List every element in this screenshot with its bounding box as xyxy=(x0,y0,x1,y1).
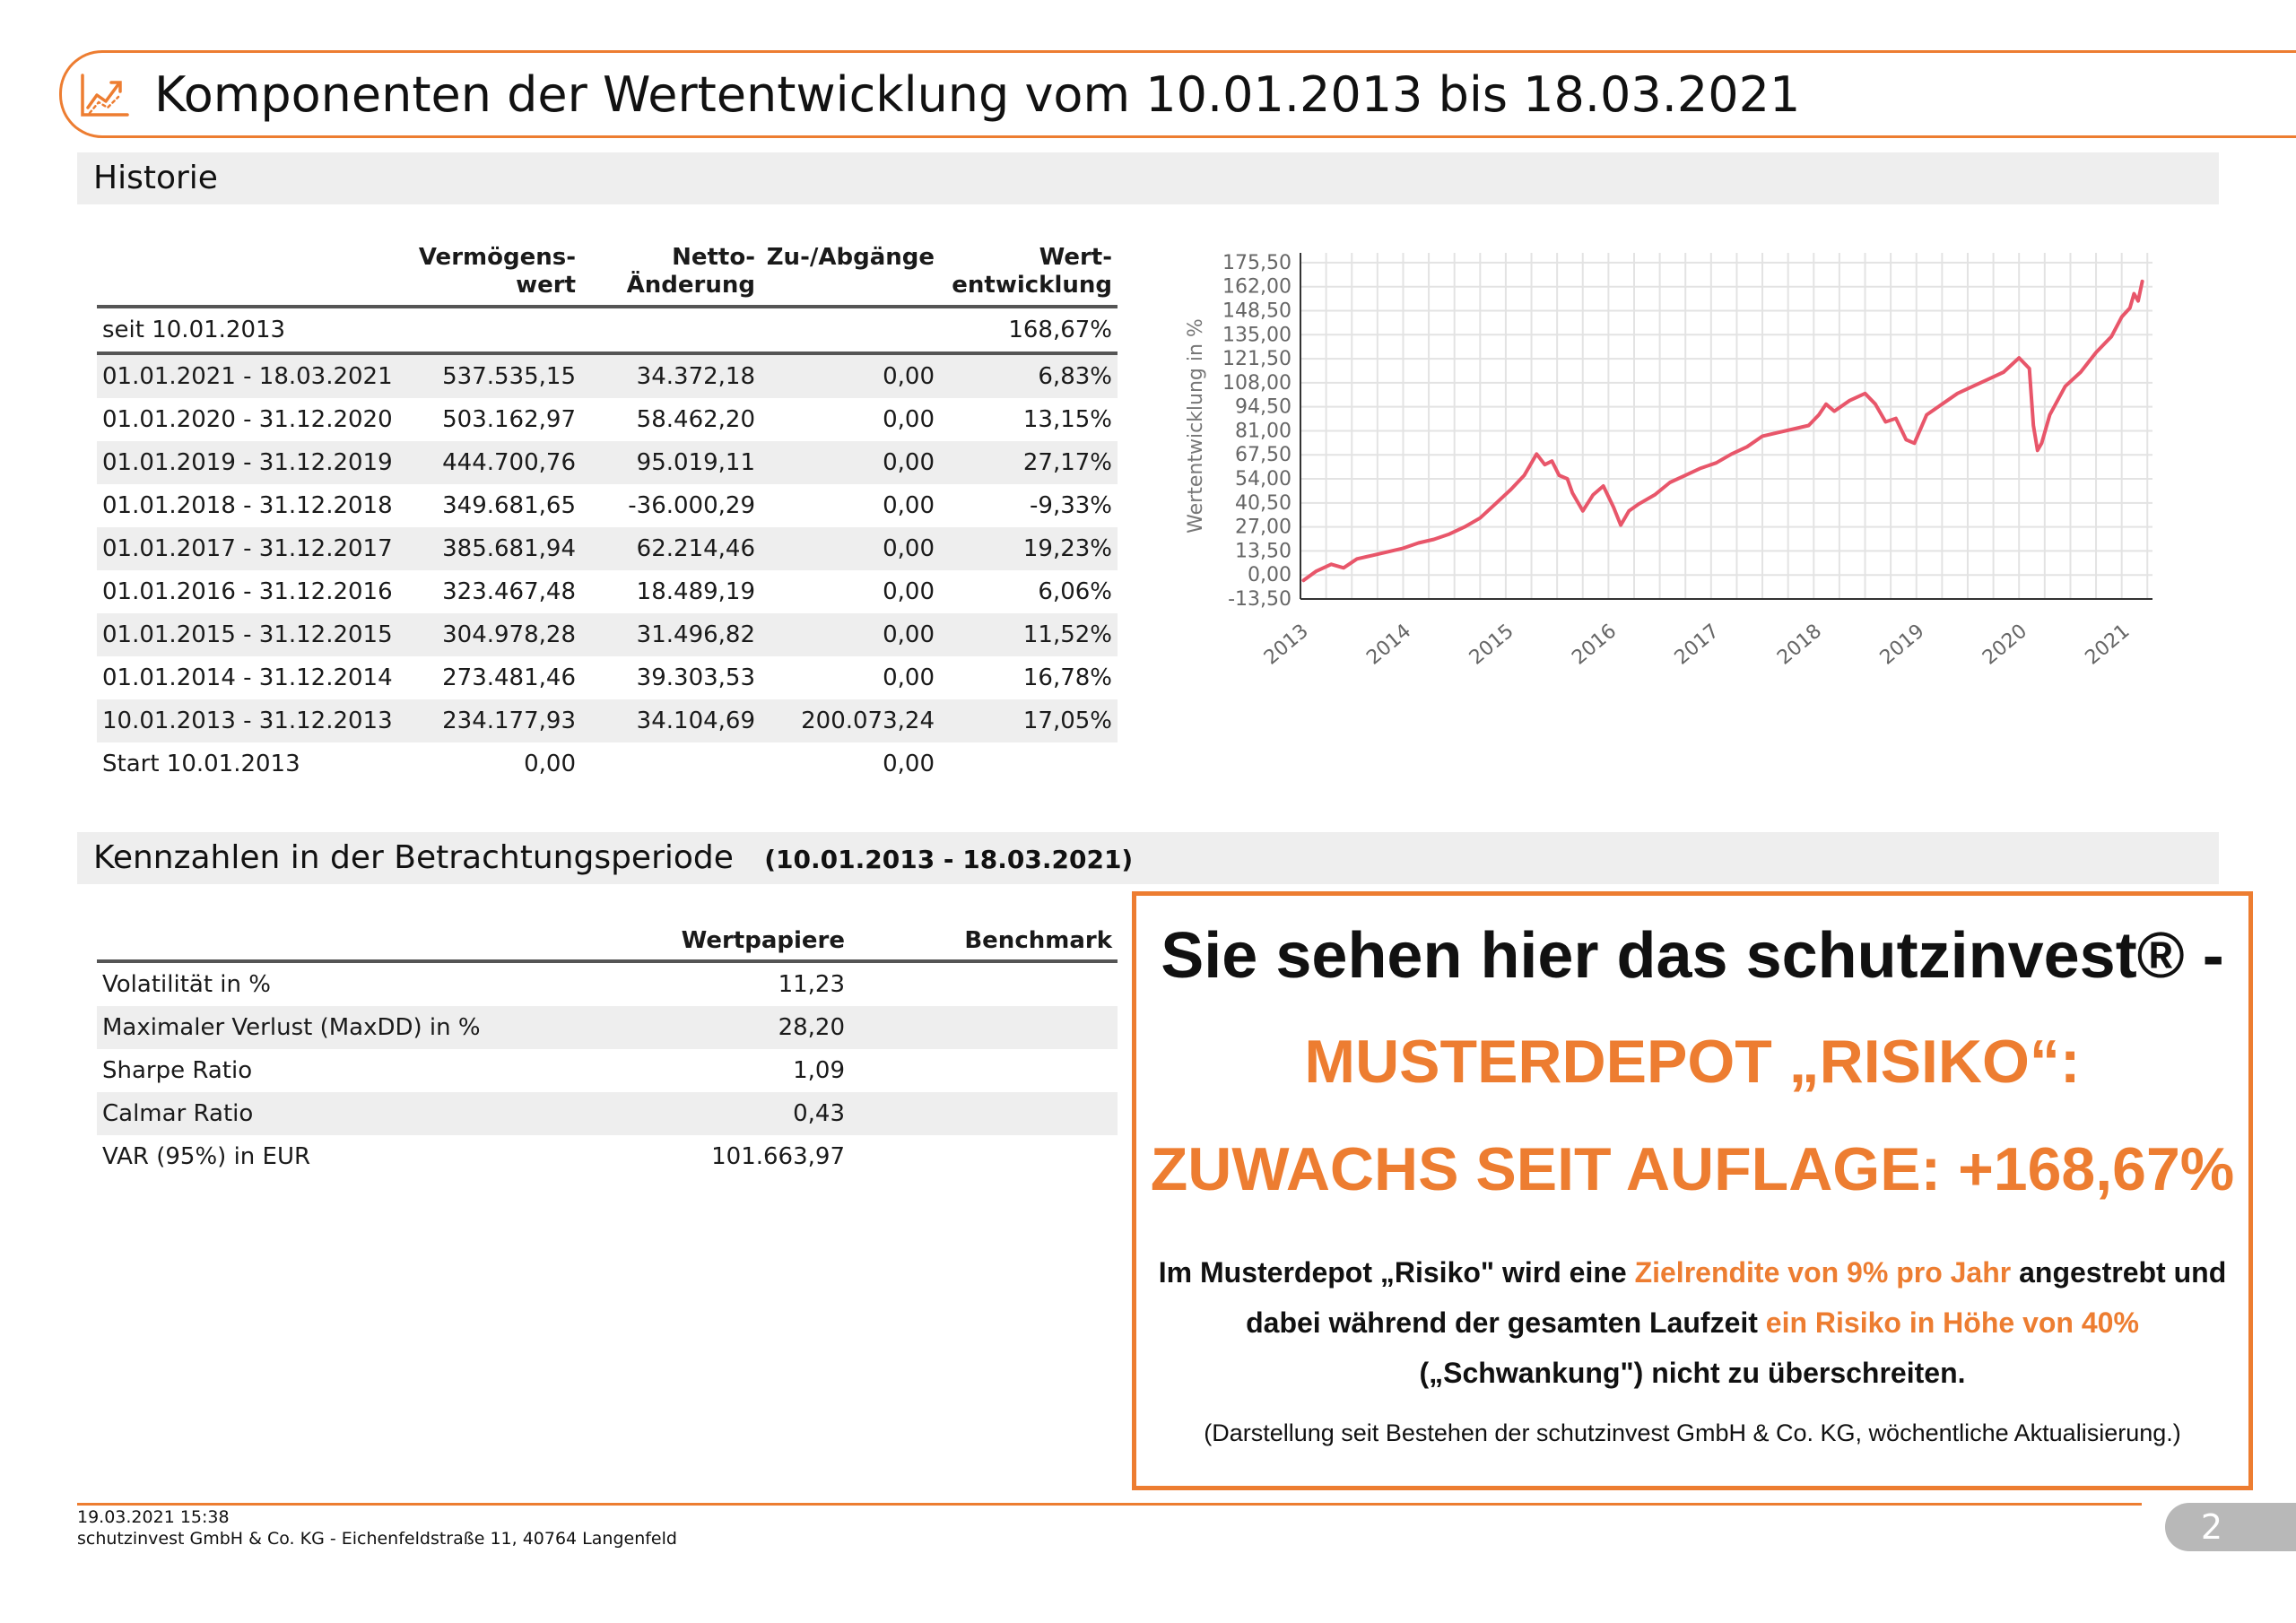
table-cell: 39.303,53 xyxy=(636,664,755,691)
table-row xyxy=(97,1092,1118,1135)
x-tick-label: 2019 xyxy=(1875,620,1929,670)
table-cell: 323.467,48 xyxy=(442,578,576,605)
promo-text: angestrebt und xyxy=(2011,1256,2227,1289)
table-cell: Start 10.01.2013 xyxy=(102,751,300,777)
table-cell: 6,06% xyxy=(1038,578,1112,605)
table-row xyxy=(97,1135,1118,1178)
y-tick-label: 40,50 xyxy=(1235,491,1292,515)
table-cell: 0,00 xyxy=(883,621,935,648)
table-cell xyxy=(581,742,761,785)
y-tick-label: 121,50 xyxy=(1222,348,1292,371)
historie-header-row xyxy=(97,240,1118,307)
y-tick-label: 162,00 xyxy=(1222,275,1292,299)
historie-col-period xyxy=(97,240,402,307)
y-axis-label: Wertentwicklung in % xyxy=(1185,318,1207,534)
table-cell xyxy=(850,1092,1118,1135)
table-cell: 234.177,93 xyxy=(442,707,576,734)
line-chart-icon xyxy=(79,72,131,118)
historie-col-vermoegenswert xyxy=(402,240,581,307)
table-cell: 349.681,65 xyxy=(442,492,576,519)
table-cell xyxy=(581,307,761,353)
table-row xyxy=(97,441,1118,484)
historie-col-wertentwicklung xyxy=(940,240,1118,307)
table-row xyxy=(97,742,1118,785)
x-tick-label: 2016 xyxy=(1568,620,1622,670)
y-tick-label: 54,00 xyxy=(1235,468,1292,491)
y-tick-label: 175,50 xyxy=(1222,251,1292,274)
table-cell xyxy=(850,961,1118,1006)
table-cell: 01.01.2018 - 31.12.2018 xyxy=(102,492,393,519)
y-tick-label: 0,00 xyxy=(1248,564,1292,587)
table-cell: 19,23% xyxy=(1022,535,1112,562)
table-row xyxy=(97,1049,1118,1092)
kennzahlen-table xyxy=(97,915,1118,1178)
table-cell: 11,52% xyxy=(1022,621,1112,648)
promo-highlight-risiko: ein Risiko in Höhe von 40% xyxy=(1765,1306,2139,1339)
table-cell: 537.535,15 xyxy=(442,363,576,390)
table-cell: 304.978,28 xyxy=(442,621,576,648)
table-cell xyxy=(940,742,1118,785)
promo-zuwachs: ZUWACHS SEIT AUFLAGE: +168,67% xyxy=(1150,1135,2235,1203)
kennzahlen-header-row xyxy=(97,915,1118,961)
y-tick-label: 135,00 xyxy=(1222,324,1292,347)
table-cell: 16,78% xyxy=(1022,664,1112,691)
promo-note: (Darstellung seit Bestehen der schutzinvest GmbH & Co. KG, wöchentliche Aktualisierung.) xyxy=(1204,1419,2181,1446)
table-cell: 0,00 xyxy=(524,751,576,777)
x-tick-label: 2014 xyxy=(1362,620,1416,670)
y-tick-label: 108,00 xyxy=(1222,371,1292,395)
table-row xyxy=(97,1006,1118,1049)
promo-text: Im Musterdepot „Risiko" wird eine xyxy=(1158,1256,1635,1289)
page-number-tab xyxy=(2165,1503,2296,1551)
x-tick-label: 2021 xyxy=(2081,620,2135,670)
table-cell: 01.01.2014 - 31.12.2014 xyxy=(102,664,393,691)
historie-col-netto-aenderung xyxy=(581,240,761,307)
table-cell: 0,00 xyxy=(883,449,935,476)
promo-box xyxy=(1132,891,2253,1490)
table-cell: seit 10.01.2013 xyxy=(102,317,286,343)
table-cell xyxy=(850,1006,1118,1049)
table-cell: 0,00 xyxy=(883,664,935,691)
x-tick-label: 2013 xyxy=(1259,620,1313,670)
historie-section-bar xyxy=(77,152,2219,204)
table-cell: 168,67% xyxy=(1008,317,1112,343)
col-label: Zu-/Abgänge xyxy=(766,244,935,271)
table-cell: 13,15% xyxy=(1022,406,1112,433)
table-cell: 444.700,76 xyxy=(442,449,576,476)
table-cell: 01.01.2015 - 31.12.2015 xyxy=(102,621,393,648)
historie-section-label: Historie xyxy=(93,160,218,196)
x-tick-label: 2020 xyxy=(1979,620,2032,670)
table-cell xyxy=(850,1135,1118,1178)
table-cell: 0,00 xyxy=(883,406,935,433)
table-cell: 34.372,18 xyxy=(636,363,755,390)
footer-date: 19.03.2021 15:38 xyxy=(77,1507,230,1527)
table-cell: 01.01.2017 - 31.12.2017 xyxy=(102,535,393,562)
y-tick-label: 148,50 xyxy=(1222,299,1292,323)
table-row xyxy=(97,484,1118,527)
promo-text-line-1 xyxy=(1136,1247,2248,1298)
table-cell: 95.019,11 xyxy=(636,449,755,476)
table-cell: 28,20 xyxy=(778,1014,845,1041)
promo-highlight-zielrendite: Zielrendite von 9% pro Jahr xyxy=(1634,1256,2012,1289)
y-tick-label: 67,50 xyxy=(1235,444,1292,467)
kennzahlen-period: (10.01.2013 - 18.03.2021) xyxy=(764,845,1134,874)
kennzahlen-section-label xyxy=(93,832,1133,886)
table-cell: 01.01.2021 - 18.03.2021 xyxy=(102,363,393,390)
x-tick-label: 2017 xyxy=(1670,620,1724,670)
y-tick-label: -13,50 xyxy=(1228,588,1292,611)
table-cell: 27,17% xyxy=(1022,449,1112,476)
table-cell: 101.663,97 xyxy=(711,1143,845,1170)
table-cell: Sharpe Ratio xyxy=(102,1057,253,1084)
table-row xyxy=(97,613,1118,656)
table-row xyxy=(97,699,1118,742)
table-cell: 01.01.2019 - 31.12.2019 xyxy=(102,449,393,476)
table-cell: 01.01.2016 - 31.12.2016 xyxy=(102,578,393,605)
promo-text-line-3: („Schwankung") nicht zu überschreiten. xyxy=(1419,1357,1966,1389)
table-cell: 6,83% xyxy=(1038,363,1112,390)
table-cell: 34.104,69 xyxy=(636,707,755,734)
table-row xyxy=(97,656,1118,699)
promo-headline: Sie sehen hier das schutzinvest® - xyxy=(1161,920,2224,992)
table-cell: 1,09 xyxy=(793,1057,845,1084)
table-cell: -9,33% xyxy=(1030,492,1112,519)
table-cell: 0,00 xyxy=(883,492,935,519)
kennzahlen-col-benchmark: Benchmark xyxy=(964,927,1112,954)
col-label: Vermögens- wert xyxy=(418,244,576,299)
table-cell: 11,23 xyxy=(778,971,845,998)
table-row xyxy=(97,527,1118,570)
table-cell: Calmar Ratio xyxy=(102,1100,254,1127)
table-cell: Maximaler Verlust (MaxDD) in % xyxy=(102,1014,481,1041)
promo-text: dabei während der gesamten Laufzeit xyxy=(1246,1306,1766,1339)
table-cell: 0,43 xyxy=(793,1100,845,1127)
kennzahlen-col-wertpapiere: Wertpapiere xyxy=(681,927,845,954)
table-cell xyxy=(850,1049,1118,1092)
kennzahlen-section-bar xyxy=(77,832,2219,884)
kennzahlen-col-label xyxy=(97,915,563,961)
y-tick-label: 27,00 xyxy=(1235,516,1292,539)
x-tick-label: 2018 xyxy=(1773,620,1827,670)
wertentwicklung-chart xyxy=(1166,242,2179,690)
table-cell: 273.481,46 xyxy=(442,664,576,691)
table-cell: 10.01.2013 - 31.12.2013 xyxy=(102,707,393,734)
table-cell: 385.681,94 xyxy=(442,535,576,562)
table-cell: 200.073,24 xyxy=(801,707,935,734)
table-cell: 0,00 xyxy=(883,751,935,777)
table-cell: 18.489,19 xyxy=(636,578,755,605)
footer-address: schutzinvest GmbH & Co. KG - Eichenfeldstraße 11, 40764 Langenfeld xyxy=(77,1529,677,1549)
table-row xyxy=(97,961,1118,1006)
kennzahlen-title: Kennzahlen in der Betrachtungsperiode xyxy=(93,839,734,876)
table-cell xyxy=(761,307,940,353)
table-cell: 0,00 xyxy=(883,363,935,390)
y-tick-label: 81,00 xyxy=(1235,420,1292,443)
table-cell xyxy=(402,307,581,353)
table-cell: Volatilität in % xyxy=(102,971,271,998)
historie-table xyxy=(97,240,1118,785)
col-label: Netto- Änderung xyxy=(626,244,755,299)
table-row xyxy=(97,307,1118,353)
table-cell: 503.162,97 xyxy=(442,406,576,433)
table-cell: -36.000,29 xyxy=(628,492,755,519)
table-cell: VAR (95%) in EUR xyxy=(102,1143,311,1170)
promo-text-line-2 xyxy=(1136,1298,2248,1348)
historie-col-zu-abgaenge xyxy=(761,240,940,307)
footer-divider xyxy=(77,1503,2142,1506)
table-cell: 62.214,46 xyxy=(636,535,755,562)
table-row xyxy=(97,398,1118,441)
page-title: Komponenten der Wertentwicklung vom 10.01.2013 bis 18.03.2021 xyxy=(154,66,1801,123)
table-cell: 17,05% xyxy=(1022,707,1112,734)
y-tick-label: 94,50 xyxy=(1235,395,1292,419)
col-label: Wert- entwicklung xyxy=(952,244,1112,299)
table-row xyxy=(97,353,1118,398)
y-tick-label: 13,50 xyxy=(1235,540,1292,563)
promo-musterdepot: MUSTERDEPOT „RISIKO“: xyxy=(1304,1028,2081,1096)
table-cell: 0,00 xyxy=(883,578,935,605)
table-cell: 01.01.2020 - 31.12.2020 xyxy=(102,406,393,433)
table-cell: 0,00 xyxy=(883,535,935,562)
table-cell: 31.496,82 xyxy=(636,621,755,648)
table-row xyxy=(97,570,1118,613)
x-tick-label: 2015 xyxy=(1465,620,1518,670)
table-cell: 58.462,20 xyxy=(636,406,755,433)
page-number: 2 xyxy=(2200,1507,2223,1547)
